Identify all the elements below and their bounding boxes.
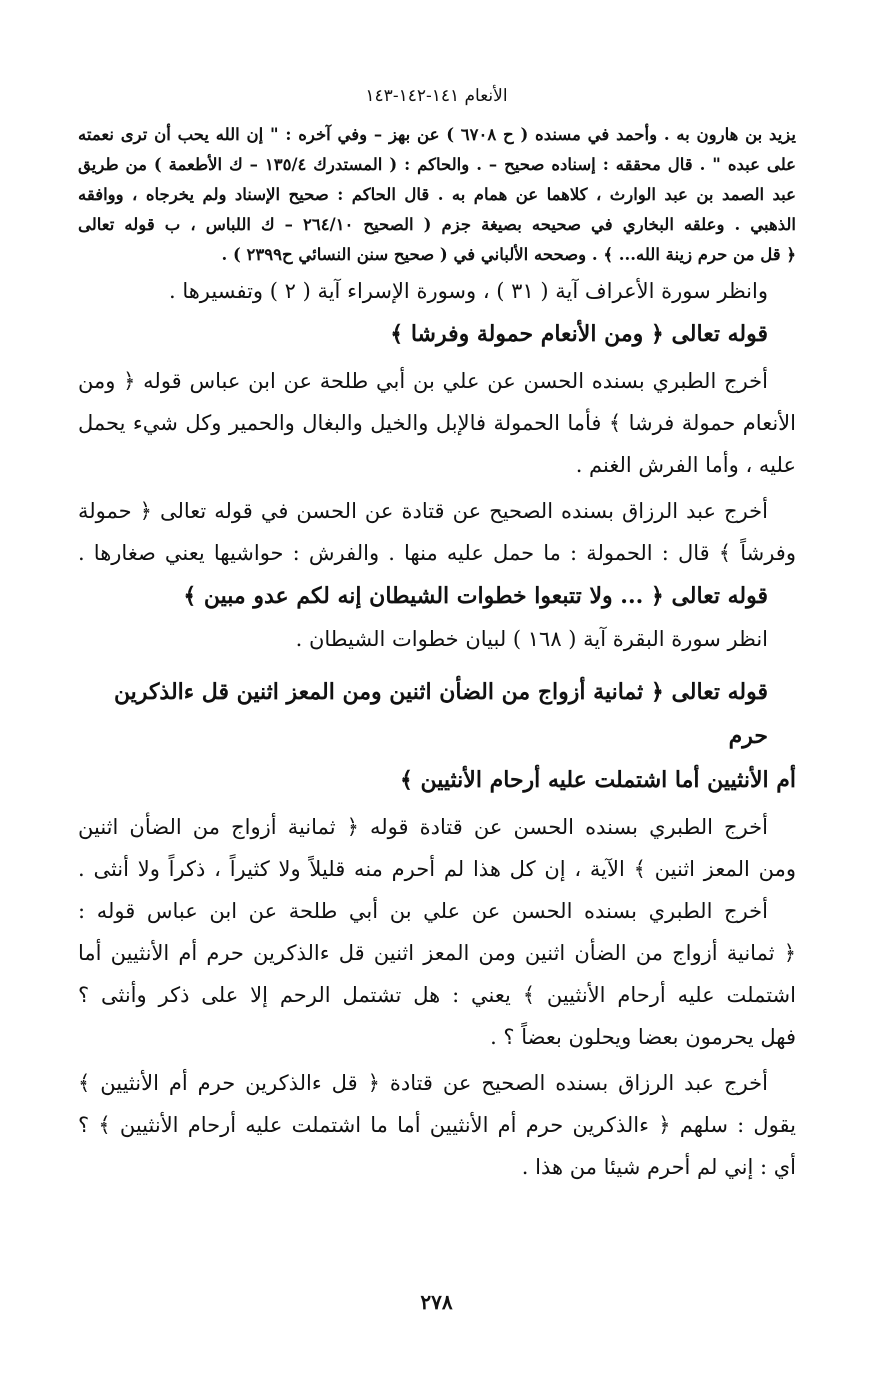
paragraph-line: أخرج الطبري بسنده الحسن عن قتادة قوله ﴿ ثمانية أزواج من الضأن اثنين bbox=[78, 815, 768, 839]
paragraph-line: عليه ، وأما الفرش الغنم . bbox=[575, 453, 796, 477]
footnote-line: يزيد بن هارون به . وأحمد في مسنده ( ح ٦٧٠٨ ) عن بهز – وفي آخره : " إن الله يحب أن ترى نعمته bbox=[78, 125, 796, 144]
paragraph bbox=[78, 806, 796, 890]
footnote-line: عبد الصمد بن عبد الوارث ، كلاهما عن همام به . قال الحاكم : صحيح الإسناد ولم يخرجاه ، ووافقه bbox=[78, 185, 796, 204]
paragraph-line: ﴿ ثمانية أزواج من الضأن اثنين ومن المعز اثنين قل ءالذكرين حرم أم الأنثيين أما bbox=[78, 941, 796, 965]
page-number: ٢٧٨ bbox=[420, 1290, 453, 1314]
paragraph bbox=[78, 1062, 796, 1188]
footnote-line: الذهبي . وعلقه البخاري في صحيحه بصيغة جزم ( الصحيح ٢٦٤/١٠ – ك اللباس ، ب قوله تعالى bbox=[78, 215, 796, 234]
paragraph-line: أخرج عبد الرزاق بسنده الصحيح عن قتادة ﴿ قل ءالذكرين حرم أم الأنثيين ﴾ bbox=[78, 1071, 768, 1095]
heading-text: قوله تعالى ﴿ ... ولا تتبعوا خطوات الشيطان إنه لكم عدو مبين ﴾ bbox=[183, 583, 768, 609]
footnote-block bbox=[78, 120, 796, 270]
see-also-text: انظر سورة البقرة آية ( ١٦٨ ) لبيان خطوات الشيطان . bbox=[295, 627, 768, 651]
paragraph-line: اشتملت عليه أرحام الأنثيين ﴾ يعني : هل تشتمل الرحم إلا على ذكر وأنثى ؟ bbox=[78, 983, 796, 1007]
paragraph-line: فهل يحرمون بعضا ويحلون بعضاً ؟ . bbox=[490, 1025, 796, 1049]
paragraph bbox=[78, 890, 796, 1058]
paragraph bbox=[78, 360, 796, 486]
paragraph-line: وفرشاً ﴾ قال : الحمولة : ما حمل عليه منها . والفرش : حواشيها يعني صغارها . bbox=[78, 541, 796, 565]
paragraph-line: يقول : سلهم ﴿ ءالذكرين حرم أم الأنثيين أما ما اشتملت عليه أرحام الأنثيين ﴾ ؟ bbox=[78, 1113, 796, 1137]
paragraph-line: أخرج الطبري بسنده الحسن عن علي بن أبي طلحة عن ابن عباس قوله : bbox=[78, 899, 768, 923]
heading-text: قوله تعالى ﴿ ثمانية أزواج من الضأن اثنين ومن المعز اثنين قل ءالذكرين حرم bbox=[113, 679, 768, 749]
paragraph-line: الأنعام حمولة فرشا ﴾ فأما الحمولة فالإبل والخيل والبغال والحمير وكل شيء يحمل bbox=[78, 411, 796, 435]
paragraph-line: أي : إني لم أحرم شيئا من هذا . bbox=[521, 1155, 796, 1179]
heading-text: أم الأنثيين أما اشتملت عليه أرحام الأنثيين ﴾ bbox=[399, 767, 796, 793]
running-header: الأنعام ١٤١-١٤٢-١٤٣ bbox=[365, 86, 508, 106]
section-heading bbox=[78, 670, 796, 802]
heading-text: قوله تعالى ﴿ ومن الأنعام حمولة وفرشا ﴾ bbox=[390, 321, 768, 347]
see-also-note bbox=[78, 618, 796, 660]
footnote-line: على عبده " . قال محققه : إسناده صحيح – . والحاكم : ( المستدرك ١٣٥/٤ – ك الأطعمة ) من طريق bbox=[78, 155, 796, 174]
footnote-line: ﴿ قل من حرم زينة الله... ﴾ . وصححه الألباني في ( صحيح سنن النسائي ح٢٣٩٩ ) . bbox=[221, 245, 796, 264]
section-heading bbox=[78, 574, 796, 618]
paragraph bbox=[78, 490, 796, 574]
see-also-note bbox=[78, 270, 796, 312]
paragraph-line: أخرج عبد الرزاق بسنده الصحيح عن قتادة عن الحسن في قوله تعالى ﴿ حمولة bbox=[78, 499, 768, 523]
see-also-text: وانظر سورة الأعراف آية ( ٣١ ) ، وسورة الإسراء آية ( ٢ ) وتفسيرها . bbox=[168, 279, 768, 303]
paragraph-line: ومن المعز اثنين ﴾ الآية ، إن كل هذا لم أحرم منه قليلاً ولا كثيراً ، ذكراً ولا أنثى . bbox=[78, 857, 796, 881]
section-heading bbox=[78, 312, 796, 356]
page-body bbox=[78, 120, 796, 1188]
paragraph-line: أخرج الطبري بسنده الحسن عن علي بن أبي طلحة عن ابن عباس قوله ﴿ ومن bbox=[78, 369, 768, 393]
